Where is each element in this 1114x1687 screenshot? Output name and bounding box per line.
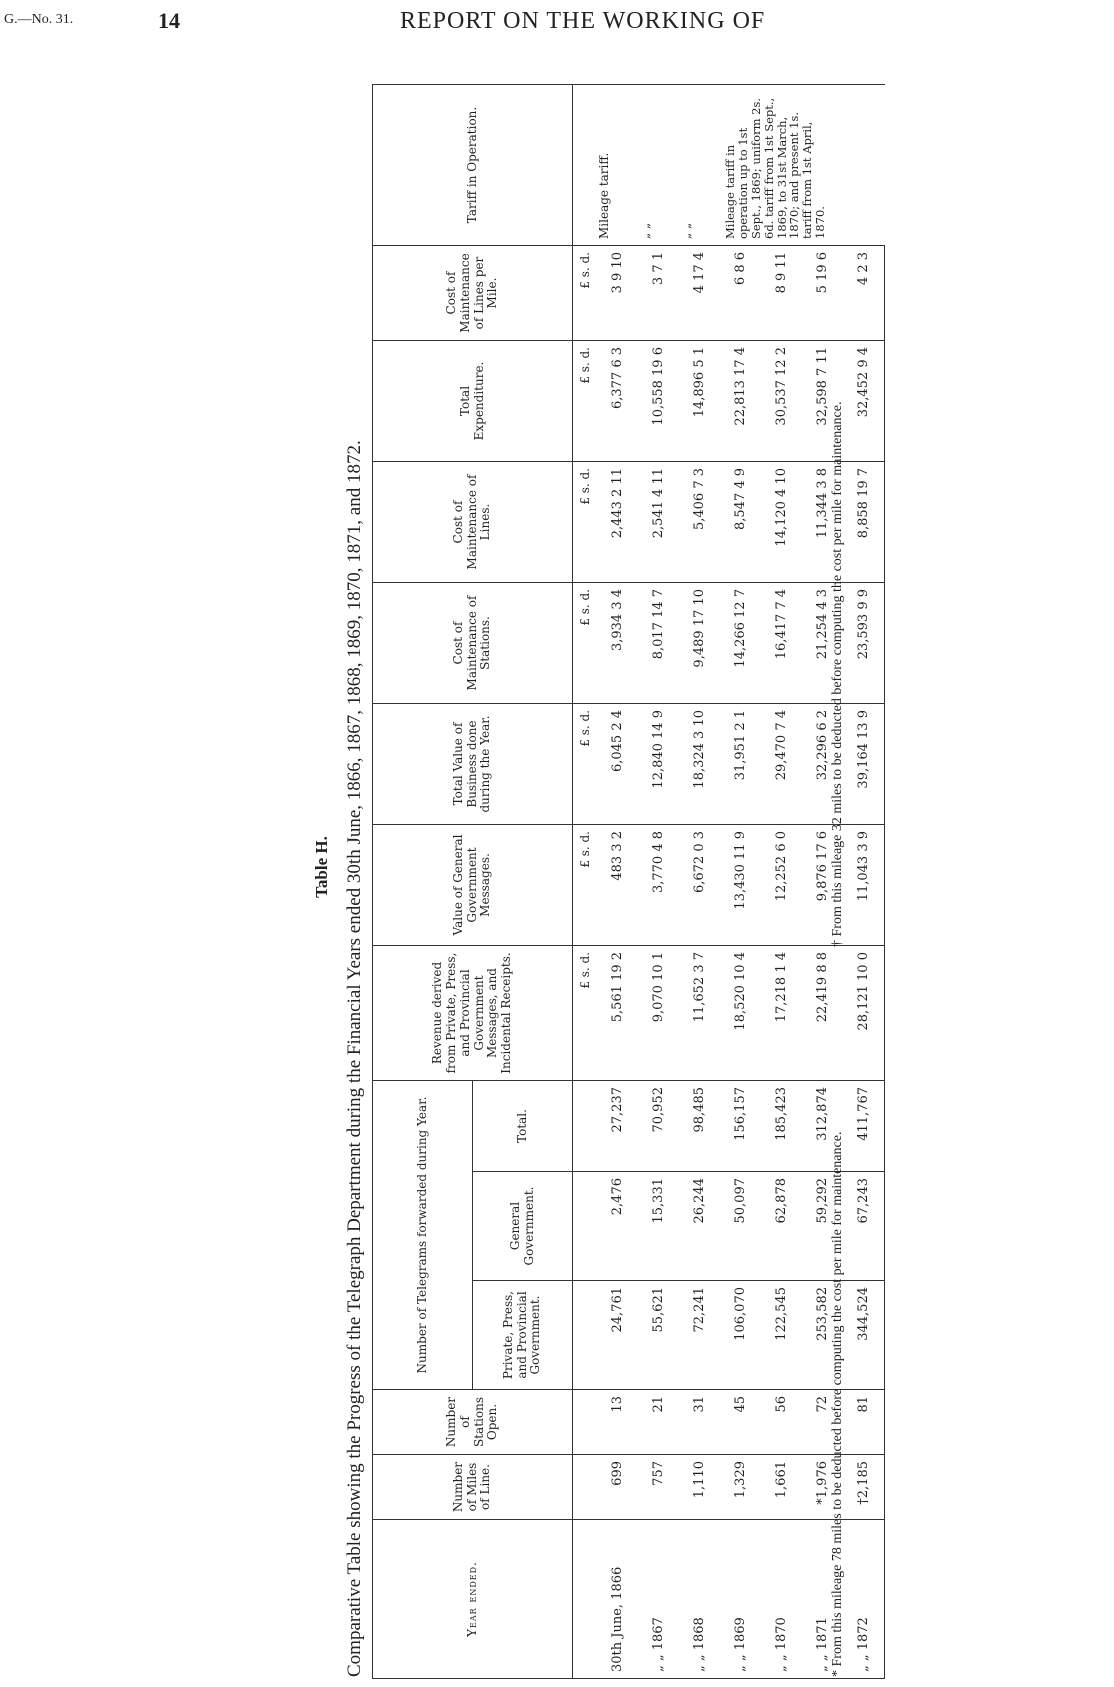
cell-total: 411,767 — [843, 1081, 885, 1172]
cell-maint-stations: 16,417 7 4 — [761, 583, 802, 704]
cell-business: 6,045 2 4 — [597, 704, 638, 825]
cell-cost-per-mile: 4 2 3 — [843, 246, 885, 341]
cell-private: 24,761 — [597, 1281, 638, 1390]
table-row — [679, 85, 720, 1679]
cell-miles: 1,661 — [761, 1455, 802, 1520]
cell-maint-lines: 2,541 4 11 — [638, 462, 679, 583]
cell-revenue: 11,652 3 7 — [679, 946, 720, 1081]
cell-year: 30th June, 1866 — [597, 1520, 638, 1679]
cell-general: 59,292 — [802, 1172, 843, 1281]
cell-private: 55,621 — [638, 1281, 679, 1390]
table-title: Table H. — [312, 836, 331, 898]
unit-label: £ s. d. — [573, 946, 598, 1081]
running-title: REPORT ON THE WORKING OF — [400, 8, 766, 34]
col-telegrams-group: Number of Telegrams forwarded during Year. — [373, 1081, 473, 1390]
col-maint-stations: Cost of Maintenance of Stations. — [373, 583, 573, 704]
document-reference: G.—No. 31. — [4, 12, 74, 27]
footnote-star: * From this mileage 78 miles to be deducted before computing the cost per mile for maintenance. — [830, 1131, 845, 1677]
cell-cost-per-mile: 3 9 10 — [597, 246, 638, 341]
cell-maint-lines: 8,547 4 9 — [720, 462, 761, 583]
col-tariff: Tariff in Operation. — [373, 85, 573, 246]
unit-label: £ s. d. — [573, 583, 598, 704]
cell-total: 70,952 — [638, 1081, 679, 1172]
cell-gov-value: 3,770 4 8 — [638, 825, 679, 946]
cell-stations: 21 — [638, 1390, 679, 1455]
cell-maint-stations: 8,017 14 7 — [638, 583, 679, 704]
cell-revenue: 28,121 10 0 — [843, 946, 885, 1081]
cell-miles: 699 — [597, 1455, 638, 1520]
cell-expenditure: 10,558 19 6 — [638, 341, 679, 462]
cell-general: 50,097 — [720, 1172, 761, 1281]
footnote-dagger: † From this mileage 32 miles to be deducted before computing the cost per mile for maintenance. — [830, 401, 845, 947]
cell-revenue: 17,218 1 4 — [761, 946, 802, 1081]
cell-business: 31,951 2 1 — [720, 704, 761, 825]
col-year: Year ended. — [373, 1520, 573, 1679]
col-total: Total. — [473, 1081, 573, 1172]
cell-miles: *1,976 — [802, 1455, 843, 1520]
col-gov-value: Value of General Government Messages. — [373, 825, 573, 946]
cell-expenditure: 6,377 6 3 — [597, 341, 638, 462]
col-miles: Number of Miles of Line. — [373, 1455, 573, 1520]
comparative-table — [372, 84, 885, 1679]
col-general: General Government. — [473, 1172, 573, 1281]
cell-miles: 1,329 — [720, 1455, 761, 1520]
cell-gov-value: 9,876 17 6 — [802, 825, 843, 946]
cell-maint-lines: 11,344 3 8 — [802, 462, 843, 583]
cell-tariff: „ „ — [679, 85, 720, 246]
cell-expenditure: 22,813 17 4 — [720, 341, 761, 462]
cell-cost-per-mile: 6 8 6 — [720, 246, 761, 341]
cell-maint-stations: 9,489 17 10 — [679, 583, 720, 704]
cell-year: „ „ 1871 — [802, 1520, 843, 1679]
cell-total: 185,423 — [761, 1081, 802, 1172]
cell-general: 26,244 — [679, 1172, 720, 1281]
rotated-table-page — [0, 47, 1114, 1687]
unit-label: £ s. d. — [573, 462, 598, 583]
table-caption: Comparative Table showing the Progress of the Telegraph Department during the Financial Years ended 30th June, 1866, 1867, 1868, 1869, 1870, 1871, and 1872. — [344, 440, 365, 1677]
cell-maint-stations: 14,266 12 7 — [720, 583, 761, 704]
cell-tariff: Mileage tariff. — [597, 85, 638, 246]
cell-miles: 1,110 — [679, 1455, 720, 1520]
cell-private: 344,524 — [843, 1281, 885, 1390]
cell-business: 12,840 14 9 — [638, 704, 679, 825]
cell-revenue: 9,070 10 1 — [638, 946, 679, 1081]
cell-expenditure: 32,452 9 4 — [843, 341, 885, 462]
cell-maint-stations: 3,934 3 4 — [597, 583, 638, 704]
cell-stations: 45 — [720, 1390, 761, 1455]
cell-year: „ „ 1867 — [638, 1520, 679, 1679]
col-cost-per-mile: Cost of Maintenance of Lines per Mile. — [373, 246, 573, 341]
table-row — [597, 85, 638, 1679]
cell-business: 18,324 3 10 — [679, 704, 720, 825]
cell-business: 32,296 6 2 — [802, 704, 843, 825]
cell-general: 67,243 — [843, 1172, 885, 1281]
table-row — [720, 85, 761, 1679]
col-expenditure: Total Expenditure. — [373, 341, 573, 462]
cell-general: 62,878 — [761, 1172, 802, 1281]
col-business: Total Value of Business done during the Year. — [373, 704, 573, 825]
cell-maint-stations: 23,593 9 9 — [843, 583, 885, 704]
table-row — [638, 85, 679, 1679]
cell-maint-lines: 5,406 7 3 — [679, 462, 720, 583]
cell-maint-lines: 14,120 4 10 — [761, 462, 802, 583]
cell-stations: 56 — [761, 1390, 802, 1455]
unit-label: £ s. d. — [573, 341, 598, 462]
cell-general: 2,476 — [597, 1172, 638, 1281]
cell-total: 27,237 — [597, 1081, 638, 1172]
cell-year: „ „ 1868 — [679, 1520, 720, 1679]
cell-business: 29,470 7 4 — [761, 704, 802, 825]
col-private: Private, Press, and Provincial Government. — [473, 1281, 573, 1390]
cell-cost-per-mile: 3 7 1 — [638, 246, 679, 341]
cell-cost-per-mile: 4 17 4 — [679, 246, 720, 341]
cell-expenditure: 32,598 7 11 — [802, 341, 843, 462]
cell-miles: 757 — [638, 1455, 679, 1520]
cell-maint-lines: 8,858 19 7 — [843, 462, 885, 583]
cell-private: 253,582 — [802, 1281, 843, 1390]
cell-total: 156,157 — [720, 1081, 761, 1172]
cell-gov-value: 12,252 6 0 — [761, 825, 802, 946]
cell-tariff-note: Mileage tariff in operation up to 1st Sept., 1869; uniform 2s. 6d. tariff from 1st Sept., 1869, to 31st March, 1870; and present 1s. tariff from 1st April, 1870. — [720, 85, 885, 246]
cell-private: 106,070 — [720, 1281, 761, 1390]
table-row — [843, 85, 885, 1679]
table-row — [761, 85, 802, 1679]
page-number: 14 — [158, 8, 180, 33]
cell-gov-value: 483 3 2 — [597, 825, 638, 946]
col-maint-lines: Cost of Maintenance of Lines. — [373, 462, 573, 583]
cell-revenue: 18,520 10 4 — [720, 946, 761, 1081]
cell-maint-stations: 21,254 4 3 — [802, 583, 843, 704]
col-stations: Number of Stations Open. — [373, 1390, 573, 1455]
cell-gov-value: 11,043 3 9 — [843, 825, 885, 946]
cell-stations: 31 — [679, 1390, 720, 1455]
cell-revenue: 22,419 8 8 — [802, 946, 843, 1081]
cell-expenditure: 30,537 12 2 — [761, 341, 802, 462]
cell-year: „ „ 1869 — [720, 1520, 761, 1679]
col-revenue: Revenue derived from Private, Press, and Provincial Government Messages, and Incidental Receipts. — [373, 946, 573, 1081]
cell-year: „ „ 1870 — [761, 1520, 802, 1679]
cell-expenditure: 14,896 5 1 — [679, 341, 720, 462]
unit-label: £ s. d. — [573, 704, 598, 825]
cell-year: „ „ 1872 — [843, 1520, 885, 1679]
cell-maint-lines: 2,443 2 11 — [597, 462, 638, 583]
cell-general: 15,331 — [638, 1172, 679, 1281]
cell-stations: 13 — [597, 1390, 638, 1455]
cell-stations: 81 — [843, 1390, 885, 1455]
cell-gov-value: 13,430 11 9 — [720, 825, 761, 946]
cell-total: 312,874 — [802, 1081, 843, 1172]
cell-business: 39,164 13 9 — [843, 704, 885, 825]
cell-gov-value: 6,672 0 3 — [679, 825, 720, 946]
unit-label: £ s. d. — [573, 246, 598, 341]
cell-private: 72,241 — [679, 1281, 720, 1390]
cell-miles: †2,185 — [843, 1455, 885, 1520]
cell-private: 122,545 — [761, 1281, 802, 1390]
cell-tariff: „ „ — [638, 85, 679, 246]
cell-cost-per-mile: 5 19 6 — [802, 246, 843, 341]
cell-cost-per-mile: 8 9 11 — [761, 246, 802, 341]
unit-label: £ s. d. — [573, 825, 598, 946]
cell-total: 98,485 — [679, 1081, 720, 1172]
cell-stations: 72 — [802, 1390, 843, 1455]
cell-revenue: 5,561 19 2 — [597, 946, 638, 1081]
